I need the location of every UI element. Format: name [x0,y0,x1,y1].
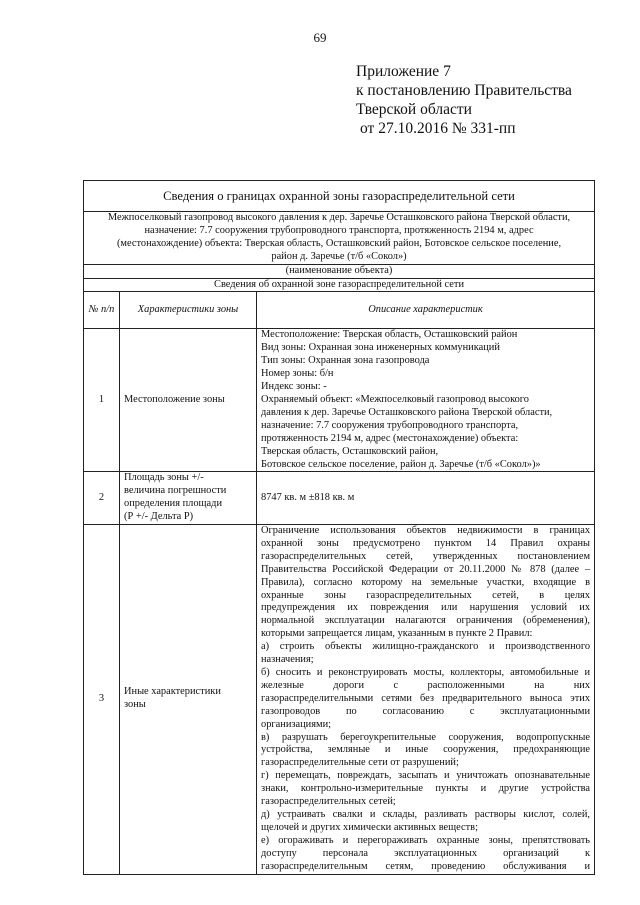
appendix-line-1: Приложение 7 [356,63,451,80]
restriction-line: железные дороги с расположенными на них [261,679,591,691]
restriction-line: нормальной эксплуатации налагаются ограничения (обременения), [261,615,591,627]
table-title-row [84,181,595,212]
restriction-line: охранной зоны предусмотрено пунктом 14 Правил охраны [261,537,591,549]
restriction-line: знаки, контрольно-измерительные пункты и другие устройства [261,783,591,795]
restriction-line: назначения; [261,654,314,666]
row-area-value: 8747 кв. м ±818 кв. м [257,472,595,525]
characteristic-line: Площадь зоны +/- [124,472,204,484]
restriction-line: д) устраивать свалки и склады, разливать растворы кислот, солей, [261,808,591,820]
object-line: район д. Заречье (т/б «Сокол») [271,250,407,262]
restriction-line: газопроводов по согласованию с эксплуатационными [261,705,591,717]
restriction-line: е) огораживать и перегораживать охранные зоны, препятствовать [261,834,591,846]
description-line: Местоположение: Тверская область, Осташковский район [261,329,518,341]
table-row [84,472,595,525]
table-row [84,329,595,472]
restriction-line: Ограничение использования объектов недвижимости в границах [261,525,591,537]
table-title: Сведения о границах охранной зоны газораспределительной сети [84,181,595,212]
description-line: назначение: 7.7 сооружения трубопроводного транспорта, [261,419,519,431]
restriction-line: газораспределительных сетей, утвержденных постановлением [261,550,591,562]
description-line: Охраняемый объект: «Межпоселковый газопровод высокого [261,393,530,405]
restriction-line: Правила), согласно которому на земельные участки, входящие в [261,576,591,588]
object-caption: (наименование объекта) [84,264,595,278]
restriction-line: а) строить объекты жилищно-гражданского и производственного [261,641,591,653]
characteristic-line: определения площади [124,498,223,510]
restriction-line: в) разрушать берегоукрепительные сооружения, водопропускные [261,731,591,743]
row-number: 3 [84,525,120,874]
restriction-line: щелочей и других химически активных веществ; [261,821,478,833]
restriction-line: которыми запрещается лицам, указанным в пункте 2 Правил: [261,628,533,640]
section-title: Сведения об охранной зоне газораспределительной сети [84,278,595,292]
restriction-line: предупреждения их повреждения или нарушения условий их [261,602,591,614]
restriction-line: газораспределительных сетей; [261,796,396,808]
row-characteristic: Местоположение зоны [120,329,257,472]
description-line: давления к дер. Заречье Осташковского района Тверской области, [261,406,553,418]
appendix-line-3: Тверской области [356,101,472,118]
restriction-line: организациями; [261,718,332,730]
row-description [257,329,595,472]
object-caption-row [84,264,595,278]
characteristic-line: величина погрешности [124,485,227,497]
description-line: Тип зоны: Охранная зона газопровода [261,355,430,367]
object-line: Межпоселковый газопровод высокого давления к дер. Заречье Осташковского района Тверской области, [107,212,571,223]
restriction-line: б) сносить и реконструировать мосты, коллекторы, автомобильные и [261,667,591,678]
table-row [84,525,595,874]
description-line: Индекс зоны: - [261,381,327,393]
restriction-line: Правительства Российской Федерации от 20.11.2000 № 878 (далее – [261,563,591,575]
restriction-line: доступу персонала эксплуатационных организаций к [261,847,591,859]
characteristic-line: Иные характеристики [124,686,221,698]
header-num: № п/п [84,292,120,329]
description-line: протяженность 2194 м, адрес (местонахождение) объекта: [261,432,519,444]
object-line: назначение: 7.7 сооружения трубопроводного транспорта, протяженность 2194 м, адрес [144,224,534,236]
restriction-line: г) перемещать, повреждать, засыпать и уничтожать опознавательные [261,770,591,782]
restriction-line: газораспределительные сети от разрушений; [261,757,459,769]
restriction-line: газораспределительными сетями без предварительного выноса этих [261,692,591,704]
appendix-line-2: к постановлению Правительства [356,82,572,99]
appendix-heading [356,62,572,138]
description-line: Вид зоны: Охранная зона инженерных коммуникаций [261,342,500,354]
characteristic-line: зоны [124,699,146,711]
header-description: Описание характеристик [257,292,595,329]
header-row [84,292,595,329]
appendix-line-4: от 27.10.2016 № 331-пп [360,120,516,137]
row-characteristic [120,472,257,525]
header-characteristic: Характеристики зоны [120,292,257,329]
row-characteristic [120,525,257,874]
section-title-row [84,278,595,292]
object-row [84,212,595,265]
page-number: 69 [313,30,327,45]
object-line: (местонахождение) объекта: Тверская область, Осташковский район, Ботовское сельское поселение, [116,237,562,249]
description-line: Тверская область, Осташковский район, [261,445,439,457]
row-number: 1 [84,329,120,472]
description-line: Ботовское сельское поселение, район д. Заречье (т/б «Сокол»)» [261,458,541,470]
row-number: 2 [84,472,120,525]
restriction-line: газораспределительным сетям, проведению обслуживания и [261,860,591,872]
row-description [257,525,595,874]
restriction-line: охранные зоны газораспределительных сетей, в целях [261,589,591,601]
description-line: Номер зоны: б/н [261,368,334,380]
restriction-line: устройства, земляные и иные сооружения, предохраняющие [261,744,591,756]
protected-zone-table [83,180,595,875]
object-name [84,212,595,265]
characteristic-line: (Р +/- Дельта Р) [124,511,194,523]
